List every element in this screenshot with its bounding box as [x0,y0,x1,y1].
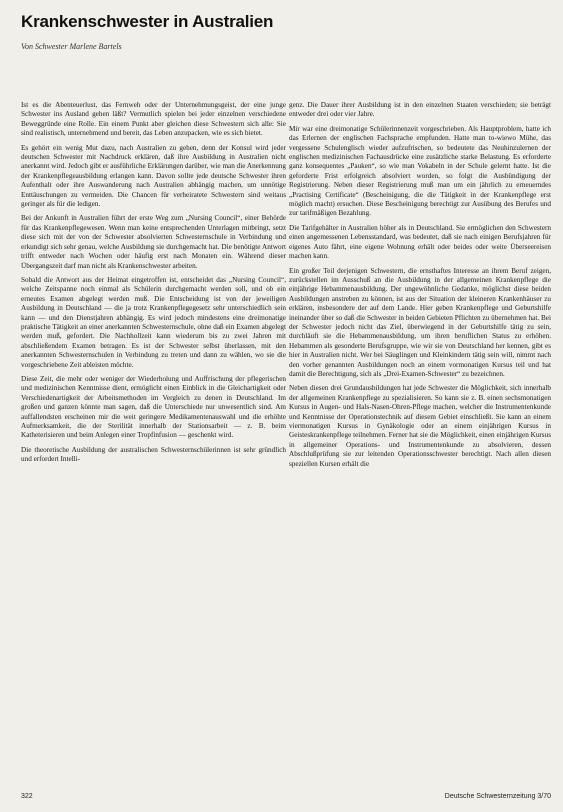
paragraph: Ist es die Abenteuerlust, das Fernweh oder der Unternehmungsgeist, der eine junge Schwester ins Ausland gehen läßt? Vermutlich spielen bei jeder einzelnen verschiedene Beweggründe eine Rolle. Ein einem Punkt aber gleichen diese Schwestern sich alle: Sie sind realistisch, unternehmend und bereit, das Leben anzupacken, wie es sich bietet. [21,101,286,138]
article-title: Krankenschwester in Australien [21,12,274,31]
paragraph: Die Tarifgehälter in Australien höher als in Deutschland. Sie ermöglichen den Schwestern einen angemessenen Lebensstandard, was bedeutet, daß sie nach einigen Berufsjahren für eigenes Auto fährt, eine eigene Wohnung erhält oder beides oder weite Überseereisen machen kann. [289,223,551,261]
text-column-right [289,101,551,791]
paragraph: Die theoretische Ausbildung der australischen Schwesternschülerinnen ist sehr gründlich und erfordert Intelli- [21,445,286,464]
page-number: 322 [21,793,33,800]
paragraph: genz. Die Dauer ihrer Ausbildung ist in den einzelnen Staaten verschieden; sie beträgt entweder drei oder vier Jahre. [289,101,551,119]
journal-citation: Deutsche Schwesternzeitung 3/70 [444,793,551,800]
paragraph: Es gehört ein wenig Mut dazu, nach Australien zu gehen, denn der Konsul wird jeder deutschen Schwester mit Nachdruck erklären, daß ihre Ausbildung in Australien nicht anerkannt wird. Jedoch gibt er ausführliche Erklärungen darüber, wie man die Anerkennung der Krankenpflegeausbildung erlangen kann. Davon sollte jede deutsche Schwester ihren Aufenthalt oder ihre Auswanderung nach Australien abhängig machen, um unnötige Enttäuschungen zu vermeiden. Die Chancen für verheiratete Schwestern sind weitaus geringer als für die ledigen. [21,143,286,209]
paragraph: Mir war eine dreimonatige Schülerinnenzeit vorgeschrieben. Als Hauptproblem, hatte ich das Erlernen der englischen Fachsprache empfunden. Hatte man to-wiewo Mühe, das vergessene Schulenglisch wieder aufzufrischen, so bedeutete das Neuhinzulernen der englischen medizinischen Fachausdrücke eine zusätzliche starke Belastung. Es erforderte ganz konsequentes „Pauken“, so wie man Vokabeln in der Schule gelernt hatte. Ist die geforderte Frist erfolgreich absolviert worden, so folgt die Ausbündigung der Registrierung. Neben dieser Registrierung muß man um ein jährlich zu erneuerndes „Practising Certificate“ (Bescheinigung, die die Tätigkeit in der Krankenpflege erst möglich macht) ersuchen. Diese Bescheinigung berechtigt zur Ausübung des Berufes und zur tarifmäßigen Bezahlung. [289,124,551,218]
text-column-left [21,101,286,791]
paragraph: Sobald die Antwort aus der Heimat eingetroffen ist, entscheidet das „Nursing Council“, welche Zeitspanne noch einmal als Schülerin durchgemacht werden soll, und ob ein erneutes Examen abgelegt werden muß. Die Entscheidung ist von der jeweiligen Ausbildung in Deutschland — die ja trotz Krankenpflegegesetz sehr unterschiedlich sein kann — und den Dienstjahren abhängig. Es wird jedoch mindestens eine dreimonatige praktische Tätigkeit an einer anerkannten Schwesternschule, ohne daß ein Examen abgelegt werden muß, gefordert. Die Nachhollzeit kann wiederum bis zu zwei Jahren mit abschließendem Examen betragen. Es ist der Schwester selbst überlassen, mit den anerkannten Schwesternschulen in Verbindung zu treten und dann zu wählen, wo sie die vorgeschriebene Zeit ableisten möchte. [21,275,286,369]
article-author: Von Schwester Marlene Bartels [21,42,122,51]
page-footer [21,791,551,803]
paragraph: Diese Zeit, die mehr oder weniger der Wiederholung und Auffrischung der pflegerischen und medizinischen Kenntnisse dient, ermöglicht einen Einblick in die Gleichartigkeit oder Verschiedenartigkeit der Arbeitsmethoden im Vergleich zu denen in Deutschland. Im großen und ganzen könnte man sagen, daß die Unterschiede nur unwesentlich sind. Am auffallendsten erscheinen mir die weit geringere Medikamentenauswahl und die erhöhte Aufmerksamkeit, die der Sterilität innerhalb der Stationsarbeit — z. B. beim Katheterisieren und beim Anlegen einer Tropfinfusion — geschenkt wird. [21,374,286,440]
paragraph: Ein großer Teil derjenigen Schwestern, die ernsthaftes Interesse an ihrem Beruf zeigen, zurückstellen im Ausschuß an die Ausbildung in der allgemeinen Krankenpflege die einjährige Hebammenausbildung. Der ungewöhnliche Gedanke, möglichst diese beiden Ausbildungen anstreben zu können, ist aus der Situation der kleineren Krankenhäuser zu erklären, insbesondere der auf dem Lande. Hier geben Krankenpflege und Geburtshilfe ineinander über so daß die Schwester in beiden Gebieten Pflichten zu übernehmen hat. Bei der Schwester jedoch nicht das Ziel, überwiegend in der Geburtshilfe tätig zu sein, durchläuft sie die Hebammenausbildung, um ihren beruflichen Status zu erhöhen. Hebammen als gesonderte Berufsgruppe, wie wir sie von Deutschland her kennen, gibt es hier in Australien nicht. Wer bei Säuglingen und Kleinkindern tätig sein will, nimmt nach den vorher genannten Ausbildungen noch an einem vormonatigen Kursus teil und hat damit die Berechtigung, sich als „Drei-Examen-Schwester“ zu bezeichnen. [289,266,551,378]
paragraph: Bei der Ankunft in Australien führt der erste Weg zum „Nursing Council“, einer Behörde für das Krankenpflegewesen. Wenn man keine entsprechenden Unterlagen mitbringt, setzt diese sich mit der von der Schwester absolvierten Schwesternschule in Verbindung und erkundigt sich sehr genau, welche Ausbildung sie durchgemacht hat. Die benötigte Antwort trifft entweder nach Wochen oder häufig erst nach Monaten ein. Während dieser Übergangszeit darf man nicht als Krankenschwester arbeiten. [21,214,286,270]
paragraph: Neben diesen drei Grundausbildungen hat jede Schwester die Möglichkeit, sich innerhalb der allgemeinen Krankenpflege zu spezialisieren. So kann sie z. B. einen sechsmonatigen Kursus in Augen- und Hals-Nasen-Ohren-Pflege machen, welcher die Instrumentenkunde und Kenntnisse der Operationstechnik auf diesem Gebiet einschließt. Sie kann an einem viermonatigen Kursus in Gynäkologie oder an einem einjährigen Kursus in Geisteskrankenpflege teilnehmen. Ferner hat sie die Möglichkeit, einen einjährigen Kursus in allgemeiner Operations- und Instrumentenkunde zu absolvieren, dessen Abschlußprüfung sie zur leitenden Operationsschwester berechtigt. Nach allen diesen speziellen Kursen erhält die [289,384,551,468]
